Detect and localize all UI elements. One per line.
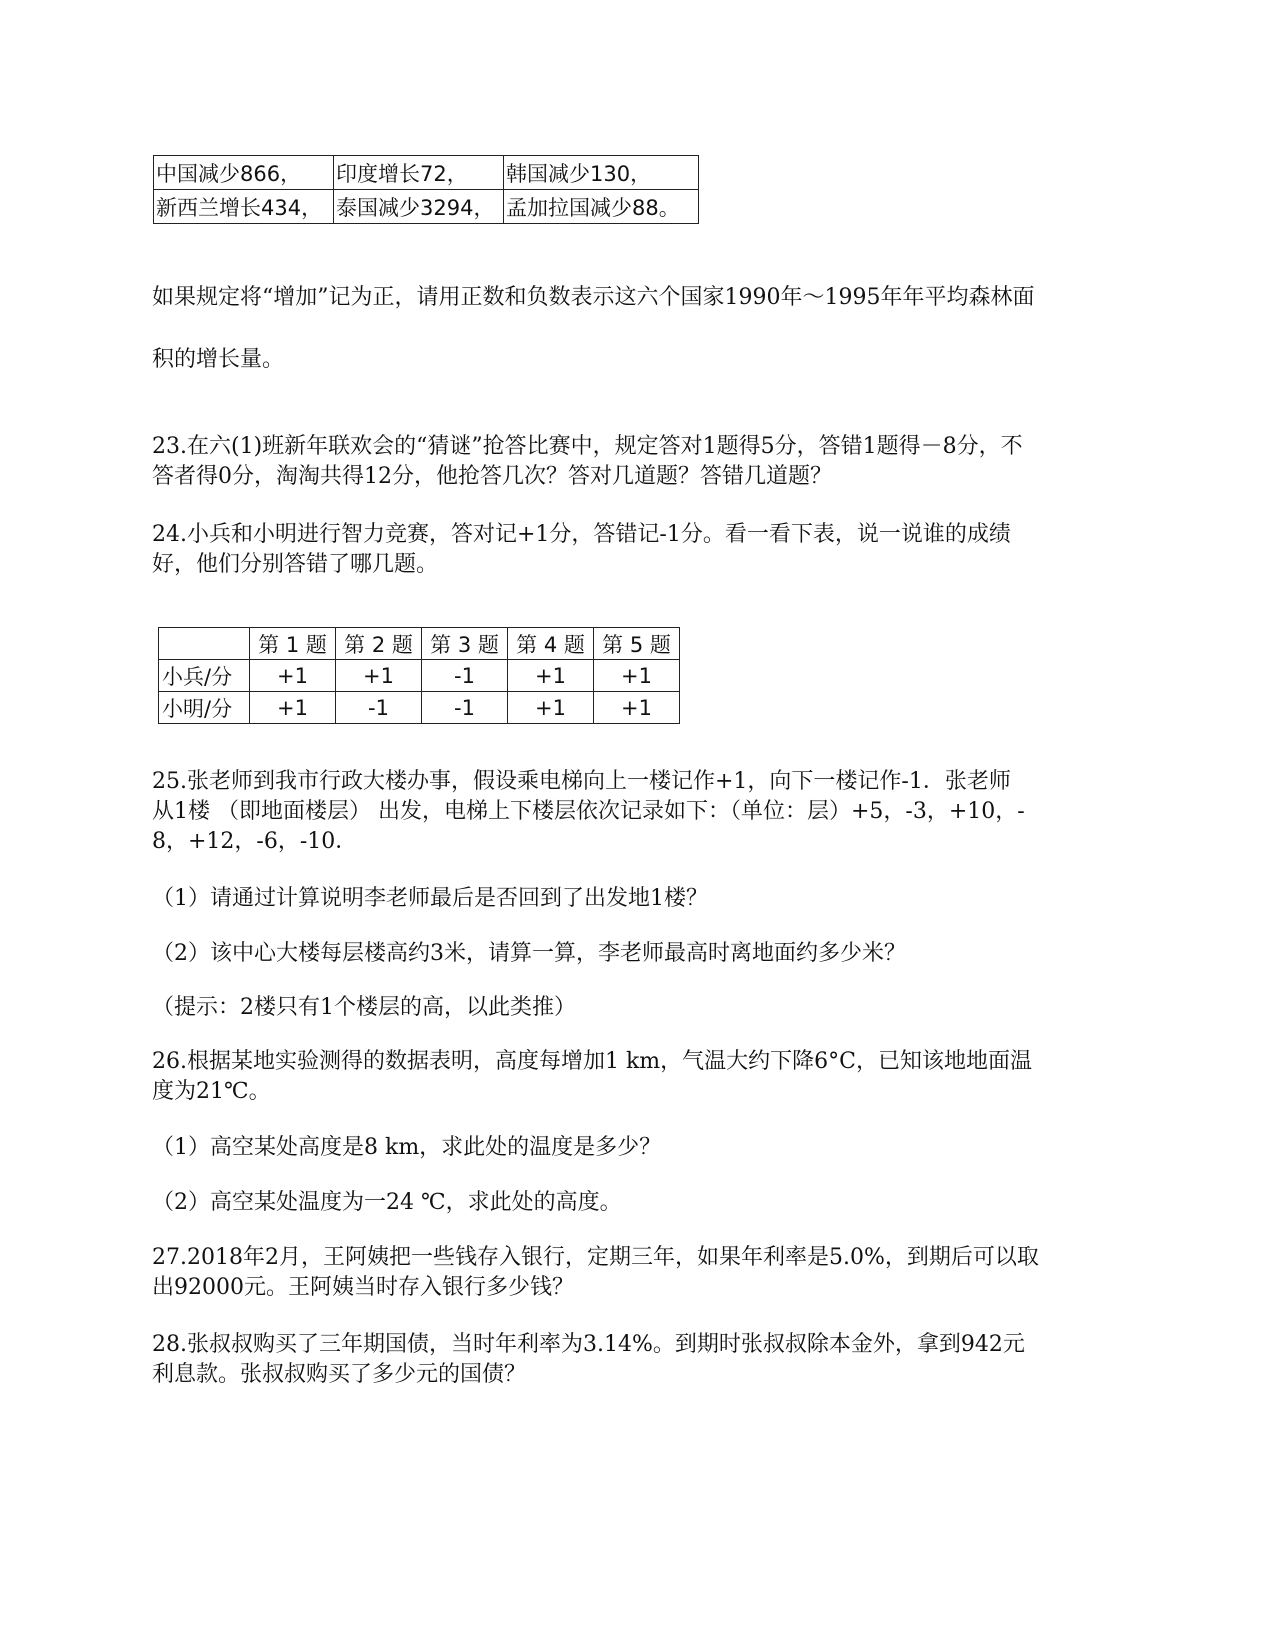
- q26-subquestion-1: （1）高空某处高度是8 km，求此处的温度是多少？: [152, 1135, 662, 1160]
- table-cell: +1: [250, 660, 336, 692]
- q22-text-line-1: 如果规定将“增加”记为正，请用正数和负数表示这六个国家1990年～1995年年平均森林面: [152, 285, 1035, 310]
- q25-line-2: 从1楼 （即地面楼层） 出发，电梯上下楼层依次记录如下：（单位：层）+5，-3，+10，-: [152, 799, 1025, 824]
- table-row: [154, 156, 699, 190]
- table-header-row: [159, 628, 680, 660]
- q23-line-2: 答者得0分，淘淘共得12分，他抢答几次？答对几道题？答错几道题？: [152, 464, 832, 489]
- forest-change-table: [153, 155, 699, 224]
- table-cell: 新西兰增长434，: [154, 190, 334, 224]
- table-cell: -1: [422, 692, 508, 724]
- table-cell: +1: [508, 692, 594, 724]
- table-header-cell: 第 1 题: [250, 628, 336, 660]
- table-header-cell: 第 3 题: [422, 628, 508, 660]
- quiz-score-table: [158, 627, 680, 724]
- q22-text-line-2: 积的增长量。: [152, 347, 285, 372]
- q24-line-1: 24.小兵和小明进行智力竞赛，答对记+1分，答错记-1分。看一看下表，说一说谁的成绩: [152, 522, 1011, 547]
- table-cell: 印度增长72，: [334, 156, 504, 190]
- table-header-cell: 第 5 题: [594, 628, 680, 660]
- q24-line-2: 好，他们分别答错了哪几题。: [152, 552, 439, 577]
- table-header-cell: 第 4 题: [508, 628, 594, 660]
- q26-subquestion-2: （2）高空某处温度为一24 ℃，求此处的高度。: [152, 1190, 622, 1215]
- table-cell: +1: [508, 660, 594, 692]
- q23-line-1: 23.在六(1)班新年联欢会的“猜谜”抢答比赛中，规定答对1题得5分，答错1题得－8分，不: [152, 434, 1023, 459]
- table-cell: 韩国减少130，: [504, 156, 699, 190]
- q28-line-1: 28.张叔叔购买了三年期国债，当时年利率为3.14%。到期时张叔叔除本金外，拿到942元: [152, 1332, 1025, 1357]
- q25-line-3: 8，+12，-6，-10．: [152, 829, 358, 854]
- q25-hint: （提示：2楼只有1个楼层的高，以此类推）: [152, 995, 576, 1020]
- table-row: [154, 190, 699, 224]
- table-cell: 泰国减少3294，: [334, 190, 504, 224]
- row-label: 小明/分: [159, 692, 250, 724]
- table-cell: +1: [594, 692, 680, 724]
- table-header-cell: [159, 628, 250, 660]
- table-cell: +1: [594, 660, 680, 692]
- row-label: 小兵/分: [159, 660, 250, 692]
- q26-line-2: 度为21℃。: [152, 1079, 271, 1104]
- table-cell: -1: [336, 692, 422, 724]
- q25-line-1: 25.张老师到我市行政大楼办事，假设乘电梯向上一楼记作+1，向下一楼记作-1．张老师: [152, 769, 1011, 794]
- q25-subquestion-1: （1）请通过计算说明李老师最后是否回到了出发地1楼？: [152, 886, 708, 911]
- table-cell: +1: [336, 660, 422, 692]
- table-row: [159, 692, 680, 724]
- table-row: [159, 660, 680, 692]
- table-cell: -1: [422, 660, 508, 692]
- table-cell: +1: [250, 692, 336, 724]
- q25-subquestion-2: （2）该中心大楼每层楼高约3米，请算一算，李老师最高时离地面约多少米？: [152, 941, 906, 966]
- q26-line-1: 26.根据某地实验测得的数据表明，高度每增加1 km，气温大约下降6°C，已知该地地面温: [152, 1049, 1033, 1074]
- table-header-cell: 第 2 题: [336, 628, 422, 660]
- table-cell: 中国减少866，: [154, 156, 334, 190]
- q28-line-2: 利息款。张叔叔购买了多少元的国债？: [152, 1362, 527, 1387]
- table-cell: 孟加拉国减少88。: [504, 190, 699, 224]
- q27-line-1: 27.2018年2月，王阿姨把一些钱存入银行，定期三年，如果年利率是5.0%，到期后可以取: [152, 1245, 1039, 1270]
- q27-line-2: 出92000元。王阿姨当时存入银行多少钱？: [152, 1275, 574, 1300]
